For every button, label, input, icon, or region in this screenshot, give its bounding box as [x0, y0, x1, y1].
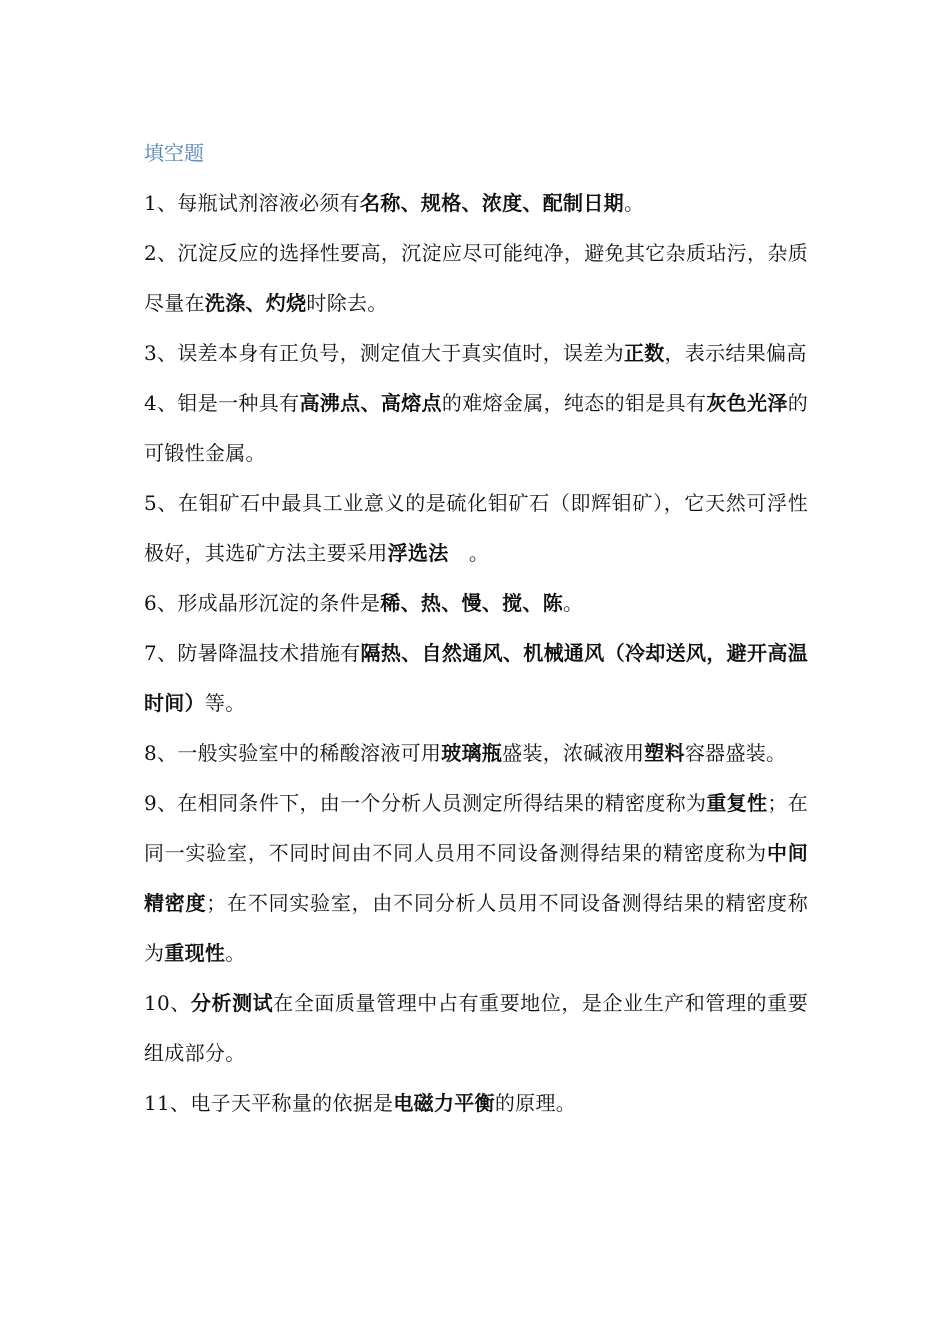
question-item — [144, 228, 808, 328]
section-heading: 填空题 — [144, 141, 204, 165]
question-item — [144, 728, 808, 778]
question-text: 10、 — [144, 991, 191, 1015]
question-item — [144, 478, 808, 578]
answer-text: 灰色光泽 — [706, 391, 788, 415]
question-item — [144, 178, 808, 228]
question-text: 在全面质量管理中占有重要地位，是企业生产和管理的重要组成部分。 — [144, 991, 808, 1065]
question-text: 的难熔金属，纯态的钼是具有 — [441, 391, 707, 415]
question-item — [144, 378, 808, 478]
question-text: ；在不同实验室，由不同分析人员用不同设备测得结果的精密度称为 — [144, 891, 808, 965]
answer-text: 洗涤、灼烧 — [204, 291, 307, 315]
question-text: ；在同一实验室，不同时间由不同人员用不同设备测得结果的精密度称为 — [144, 791, 809, 865]
answer-text: 中间精密度 — [144, 841, 809, 915]
question-text: 时除去。 — [306, 291, 388, 315]
question-item — [144, 328, 808, 378]
question-text: 。 — [448, 541, 490, 565]
question-text: 。 — [563, 591, 584, 615]
question-list — [144, 178, 808, 1128]
question-item — [144, 1078, 808, 1128]
question-text: 2、沉淀反应的选择性要高，沉淀应尽可能纯净，避免其它杂质玷污，杂质尽量在 — [144, 241, 808, 315]
question-text: ，表示结果偏高 — [664, 341, 807, 365]
question-text: 的可锻性金属。 — [144, 391, 809, 465]
question-text: 4、钼是一种具有 — [144, 391, 300, 415]
document-page — [144, 128, 808, 1128]
question-text: 11、电子天平称量的依据是 — [144, 1091, 394, 1115]
answer-text: 高沸点、高熔点 — [299, 391, 442, 415]
answer-text: 正数 — [623, 341, 665, 365]
question-item — [144, 628, 808, 728]
question-text: 9、在相同条件下，由一个分析人员测定所得结果的精密度称为 — [144, 791, 707, 815]
answer-text: 浮选法 — [387, 541, 449, 565]
question-item — [144, 578, 808, 628]
question-text: 5、在钼矿石中最具工业意义的是硫化钼矿石（即辉钼矿），它天然可浮性极好，其选矿方法主要采用 — [144, 491, 808, 565]
question-item — [144, 778, 808, 978]
question-text: 7、防暑降温技术措施有 — [144, 641, 361, 665]
answer-text: 名称、规格、浓度、配制日期 — [360, 191, 624, 215]
question-text: 8、一般实验室中的稀酸溶液可用 — [144, 741, 442, 765]
question-text: 。 — [623, 191, 645, 215]
question-text: 容器盛装。 — [684, 741, 787, 765]
question-text: 1、每瓶试剂溶液必须有 — [144, 191, 361, 215]
answer-text: 隔热、自然通风、机械通风（冷却送风，避开高温时间） — [144, 641, 808, 715]
question-item — [144, 978, 808, 1078]
question-text: 的原理。 — [494, 1091, 577, 1115]
answer-text: 稀、热、慢、搅、陈 — [380, 591, 564, 615]
question-text: 等。 — [204, 691, 246, 715]
question-text: 。 — [225, 941, 246, 965]
answer-text: 重复性 — [706, 791, 768, 815]
answer-text: 电磁力平衡 — [393, 1091, 495, 1115]
question-text: 3、误差本身有正负号，测定值大于真实值时，误差为 — [144, 341, 624, 365]
answer-text: 重现性 — [164, 941, 226, 965]
question-text: 6、形成晶形沉淀的条件是 — [144, 591, 381, 615]
question-text: 盛装，浓碱液用 — [502, 741, 645, 765]
answer-text: 玻璃瓶 — [441, 741, 503, 765]
answer-text: 分析测试 — [190, 991, 274, 1015]
answer-text: 塑料 — [644, 741, 685, 765]
